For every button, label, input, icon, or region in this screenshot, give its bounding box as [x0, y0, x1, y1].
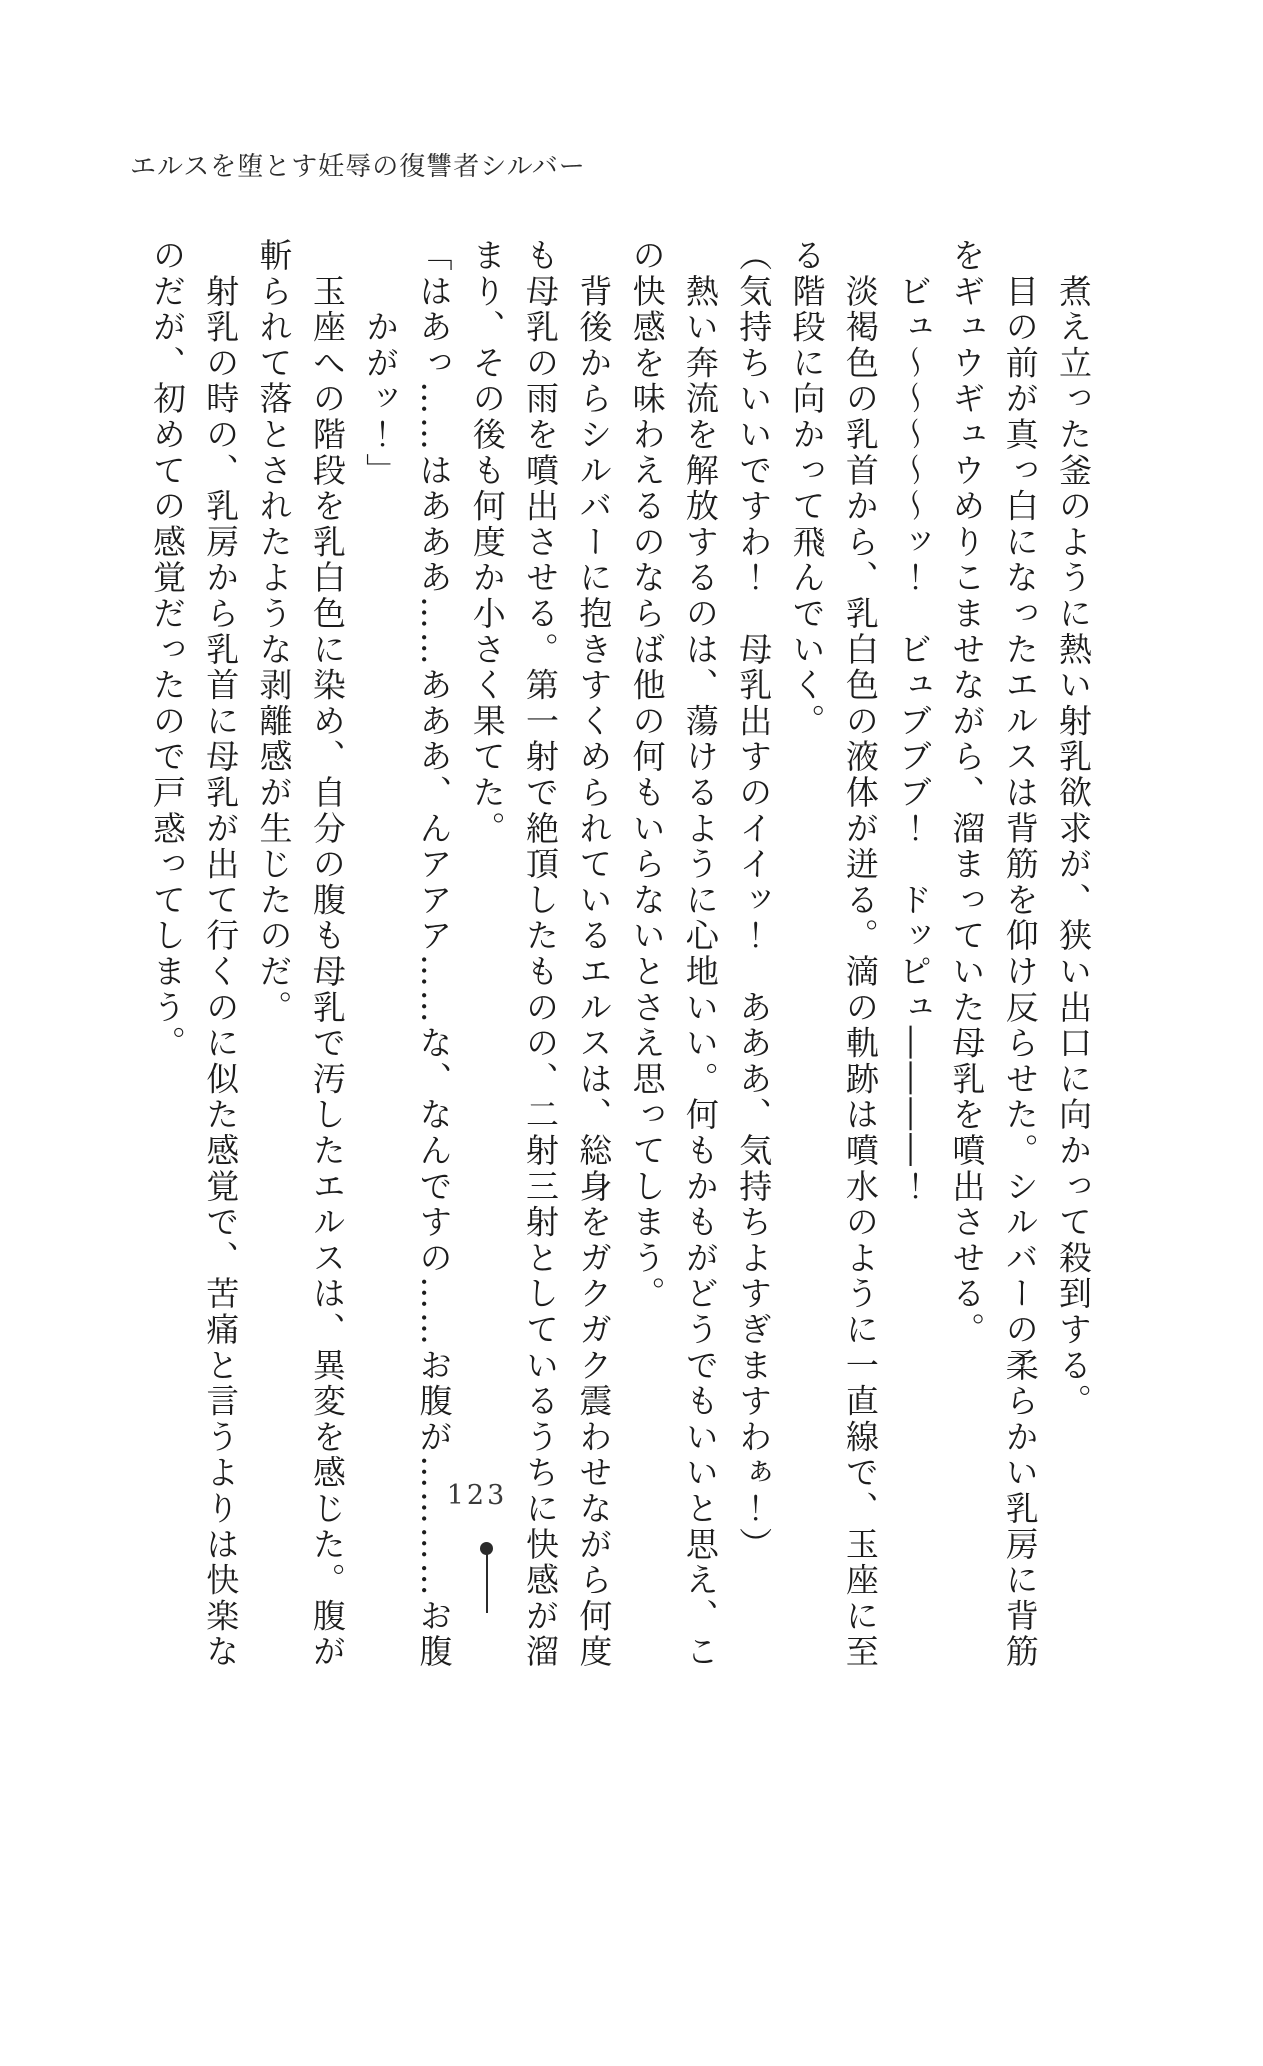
page-number: 123: [446, 1480, 508, 1511]
text-column: も母乳の雨を噴出させる。第一射で絶頂したものの、二射三射としているうちに快感が溜: [521, 238, 561, 1670]
text-column: の快感を味わえるのならば他の何もいらないとさえ思ってしまう。: [627, 238, 667, 1312]
text-column: まり、その後も何度か小さく果てた。: [467, 238, 507, 847]
text-column: る階段に向かって飛んでいく。: [787, 238, 827, 740]
text-column: ビュ〜〜〜〜〜ッ！ ビュブブブ！ ドッピュ――――！: [894, 238, 934, 1205]
running-title: エルスを堕とす妊辱の復讐者シルバー: [130, 152, 586, 182]
text-column: （気持ちいいですわ！ 母乳出すのイイッ！ あああ、気持ちよすぎますわぁ！）: [734, 238, 774, 1563]
text-column: 淡褐色の乳首から、乳白色の液体が迸る。滴の軌跡は噴水のように一直線で、玉座に至: [840, 238, 880, 1670]
text-column: かがッ！」: [361, 238, 401, 489]
footer-line: [486, 1553, 488, 1613]
text-column: 背後からシルバーに抱きすくめられているエルスは、総身をガクガク震わせながら何度: [574, 238, 614, 1670]
text-column: 熱い奔流を解放するのは、蕩けるように心地いい。何もかもがどうでもいいと思え、こ: [680, 238, 720, 1670]
text-column: のだが、初めての感覚だったので戸惑ってしまう。: [147, 238, 187, 1062]
text-column: 「はあっ……はあああ……あああ、んアアア……な、なんですの……お腹が…………お腹: [414, 238, 454, 1670]
text-column: 射乳の時の、乳房から乳首に母乳が出て行くのに似た感覚で、苦痛と言うよりは快楽な: [201, 238, 241, 1670]
text-column: 煮え立った釜のように熱い射乳欲求が、狭い出口に向かって殺到する。: [1054, 238, 1093, 1420]
text-column: 目の前が真っ白になったエルスは背筋を仰け反らせた。シルバーの柔らかい乳房に背筋: [1000, 238, 1040, 1670]
body-text-block: [141, 238, 1100, 1708]
text-column: 斬られて落とされたような剥離感が生じたのだ。: [254, 238, 294, 1026]
text-column: をギュウギュウめりこませながら、溜まっていた母乳を噴出させる。: [947, 238, 987, 1348]
text-column: 玉座への階段を乳白色に染め、自分の腹も母乳で汚したエルスは、異変を感じた。腹が: [307, 238, 347, 1670]
